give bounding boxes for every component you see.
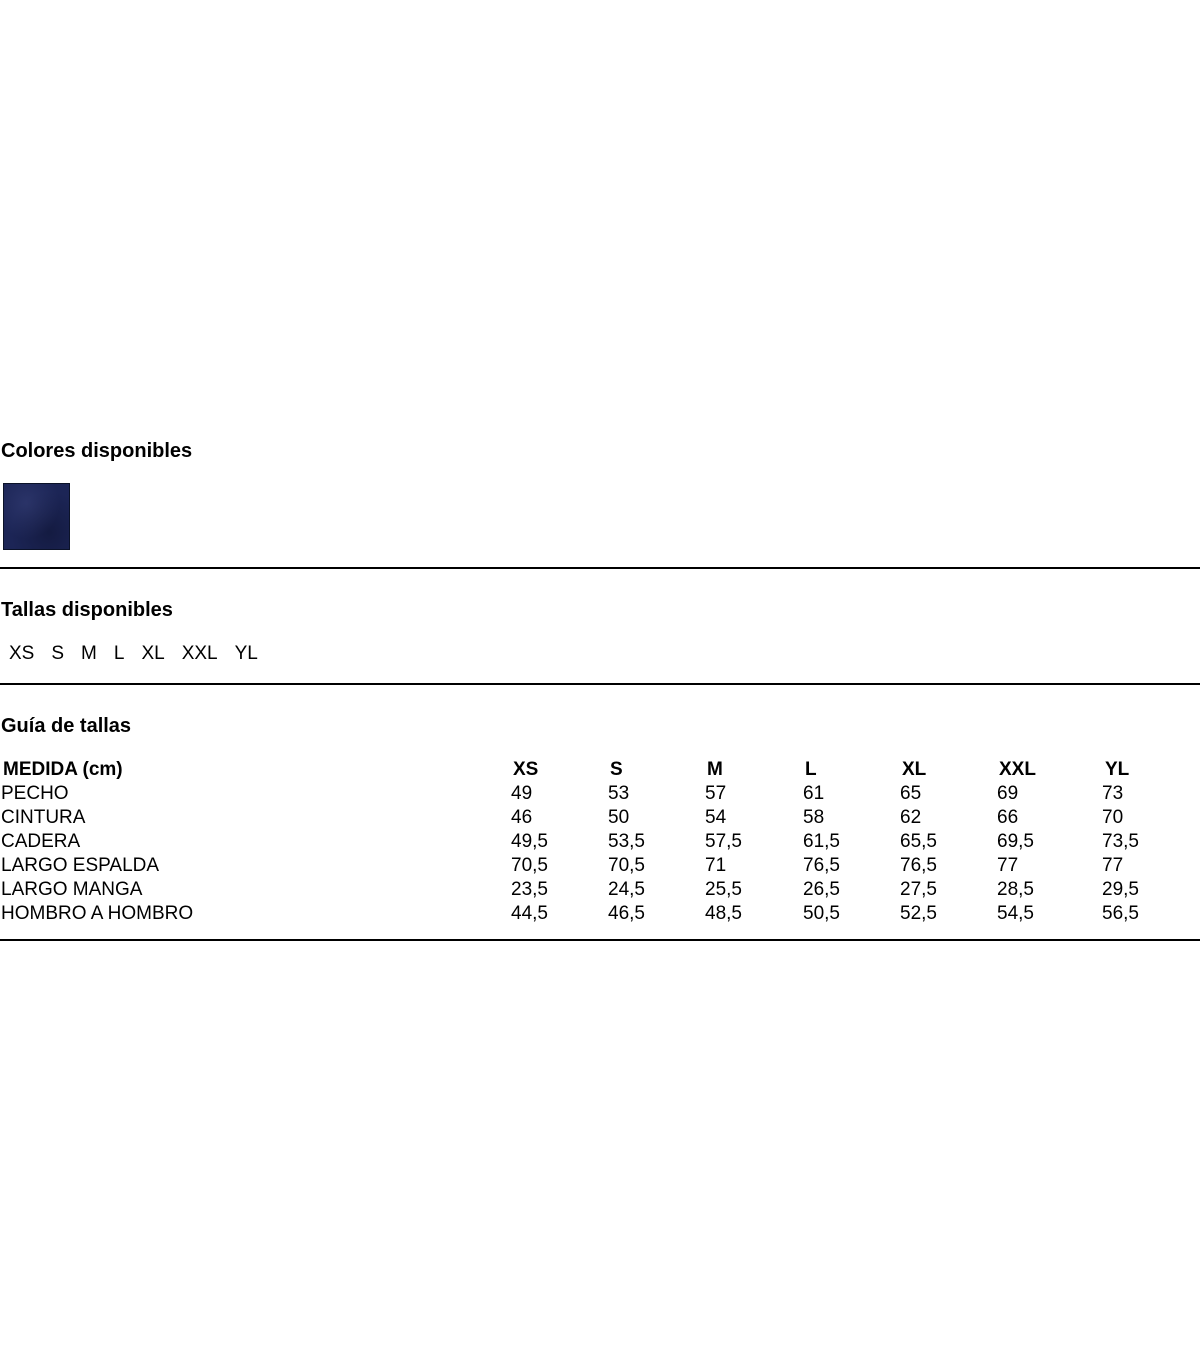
table-cell: 69: [997, 783, 1019, 804]
table-cell: 77: [1102, 855, 1124, 876]
table-row: [1, 878, 1200, 902]
table-cell: HOMBRO A HOMBRO: [1, 903, 194, 924]
table-cell: 56,5: [1102, 903, 1139, 924]
divider: [0, 683, 1200, 685]
table-cell: 70,5: [511, 855, 548, 876]
table-cell: 52,5: [900, 903, 937, 924]
table-cell: 58: [803, 807, 825, 828]
table-cell: 65,5: [900, 831, 937, 852]
size-guide-table: [1, 758, 1200, 926]
header-cell: S: [610, 759, 623, 780]
table-row: [1, 806, 1200, 830]
table-cell: PECHO: [1, 783, 69, 804]
table-cell: 62: [900, 807, 922, 828]
size-option-xxl[interactable]: XXL: [181, 643, 218, 664]
table-cell: 46: [511, 807, 533, 828]
table-row: [1, 854, 1200, 878]
table-cell: 53: [608, 783, 630, 804]
table-row: [1, 782, 1200, 806]
table-cell: 50,5: [803, 903, 840, 924]
table-cell: LARGO ESPALDA: [1, 855, 160, 876]
table-row: [1, 902, 1200, 926]
table-cell: 70,5: [608, 855, 645, 876]
colors-title: Colores disponibles: [1, 440, 193, 462]
table-cell: CINTURA: [1, 807, 86, 828]
table-cell: 46,5: [608, 903, 645, 924]
header-cell: YL: [1105, 759, 1130, 780]
table-header-row: [1, 758, 1200, 782]
table-cell: 73,5: [1102, 831, 1139, 852]
table-cell: 71: [705, 855, 727, 876]
table-cell: 27,5: [900, 879, 937, 900]
table-cell: 53,5: [608, 831, 645, 852]
sizes-title: Tallas disponibles: [1, 599, 173, 621]
table-cell: 61,5: [803, 831, 840, 852]
table-cell: 66: [997, 807, 1019, 828]
header-cell: MEDIDA (cm): [3, 759, 123, 780]
table-cell: 76,5: [900, 855, 937, 876]
size-option-xs[interactable]: XS: [9, 643, 35, 664]
divider: [0, 939, 1200, 941]
table-cell: 54,5: [997, 903, 1034, 924]
table-cell: 73: [1102, 783, 1124, 804]
table-cell: 61: [803, 783, 825, 804]
table-cell: 49,5: [511, 831, 548, 852]
table-cell: LARGO MANGA: [1, 879, 143, 900]
table-cell: CADERA: [1, 831, 81, 852]
divider: [0, 567, 1200, 569]
table-cell: 57: [705, 783, 727, 804]
size-list: [9, 644, 275, 663]
color-swatch-navy[interactable]: [3, 483, 70, 550]
table-cell: 70: [1102, 807, 1124, 828]
size-option-yl[interactable]: YL: [234, 643, 258, 664]
table-cell: 24,5: [608, 879, 645, 900]
table-cell: 49: [511, 783, 533, 804]
size-option-xl[interactable]: XL: [141, 643, 165, 664]
table-cell: 54: [705, 807, 727, 828]
size-guide-title: Guía de tallas: [1, 715, 132, 737]
table-row: [1, 830, 1200, 854]
table-cell: 44,5: [511, 903, 548, 924]
header-cell: XXL: [999, 759, 1036, 780]
table-cell: 26,5: [803, 879, 840, 900]
table-cell: 76,5: [803, 855, 840, 876]
table-cell: 28,5: [997, 879, 1034, 900]
table-cell: 77: [997, 855, 1019, 876]
header-cell: M: [707, 759, 723, 780]
size-option-s[interactable]: S: [51, 643, 65, 664]
size-option-l[interactable]: L: [113, 643, 125, 664]
header-cell: XS: [513, 759, 539, 780]
table-cell: 65: [900, 783, 922, 804]
table-cell: 29,5: [1102, 879, 1139, 900]
header-cell: XL: [902, 759, 927, 780]
size-option-m[interactable]: M: [81, 643, 97, 664]
table-cell: 57,5: [705, 831, 742, 852]
table-cell: 23,5: [511, 879, 548, 900]
table-cell: 69,5: [997, 831, 1034, 852]
table-cell: 25,5: [705, 879, 742, 900]
header-cell: L: [805, 759, 817, 780]
table-cell: 48,5: [705, 903, 742, 924]
table-cell: 50: [608, 807, 630, 828]
